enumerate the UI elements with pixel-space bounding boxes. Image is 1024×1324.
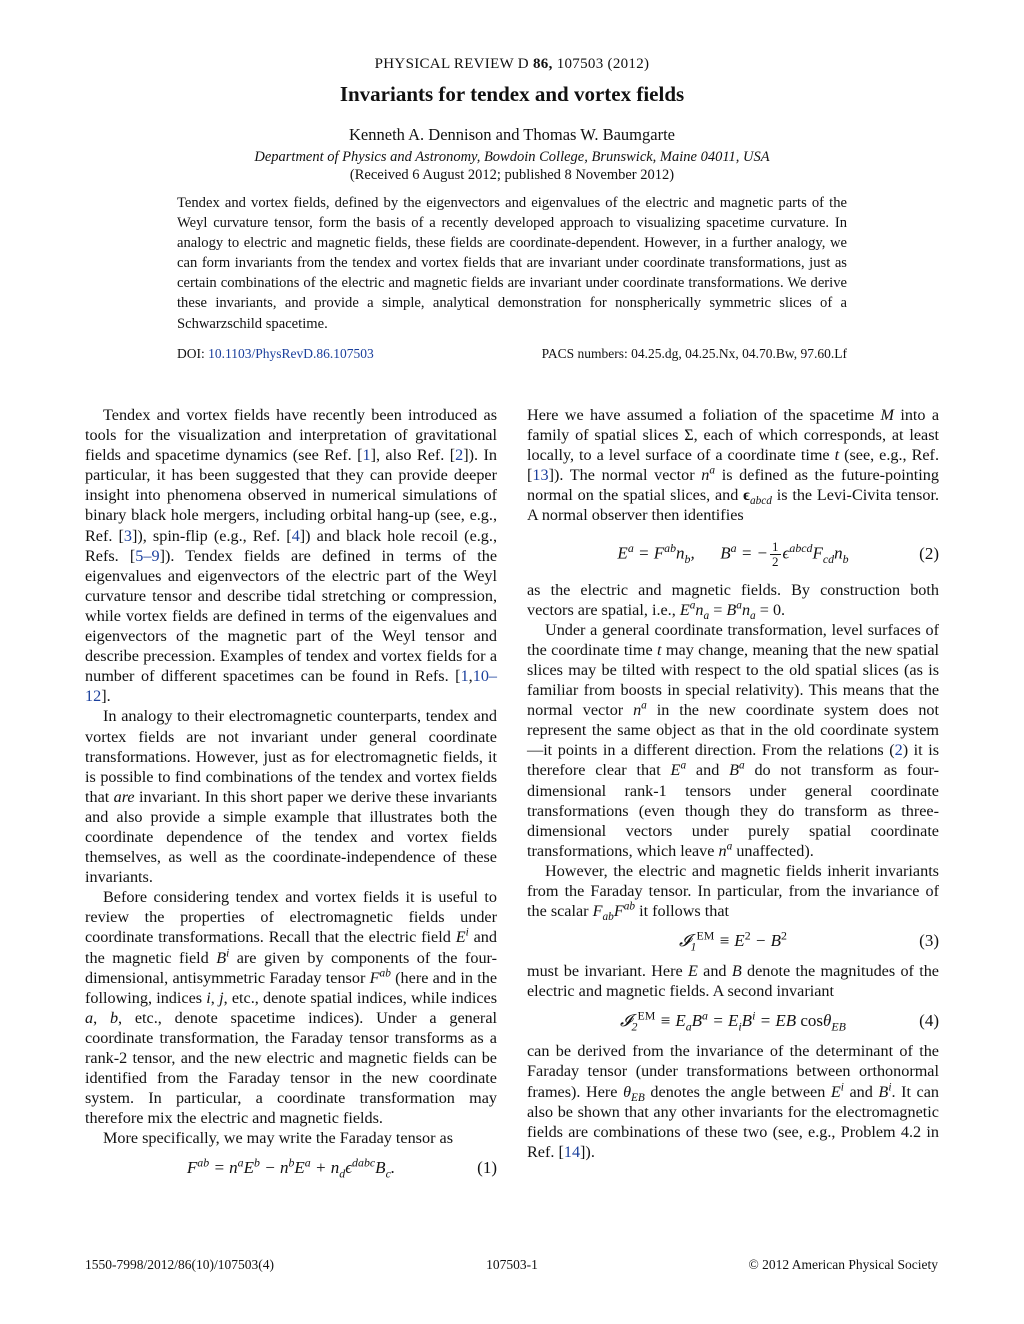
paragraph: However, the electric and magnetic fields inherit invariants from the Faraday tensor. In particular, from the invariance of the scalar $F_{ab}F^{ab}$ it follows that [527, 861, 939, 924]
paper-title: Invariants for tendex and vortex fields [339, 82, 685, 106]
paragraph: Here we have assumed a foliation of the spacetime M into a family of spatial slices Σ, each of which corresponds, at least locally, to a level surface of a coordinate time t (see, e.g., Ref. [13]). The normal vector $n^a$ is defined as the future-pointing normal on the spatial slices, and $\epsilon_{abcd}$ is the Levi-Civita tensor. A normal observer then identifies [527, 406, 940, 525]
doi-link[interactable]: 10.1103/PhysRevD.86.107503 [208, 346, 374, 361]
paragraph: can be derived from the invariance of the determinant of the Faraday tensor (under transformations between orthonormal frames). Here $\theta_{EB}$ denotes the angle between $E^i$ and $B^i$. It can also be shown that any other invariants for the electromagnetic fields are combinations of these two (see, e.g., Problem 4.2 in Ref. [14]). [527, 1042, 939, 1161]
journal-volume: 86, [532, 56, 553, 72]
equation-number: (1) [477, 1158, 497, 1178]
equation-1: $F^{ab} = n^aE^b - n^bE^a + n_d\epsilon^{dabc}B_c$. (1) [186, 1155, 497, 1181]
footer-page-number: 107503-1 [486, 1257, 538, 1272]
journal-header [0, 56, 1024, 73]
journal-page-year: 107503 (2012) [552, 56, 650, 72]
citation-link[interactable]: 14 [563, 1142, 581, 1161]
equation-4: 𝓘$_2^{EM}$ ≡ $E_aB^a = E_iB^i$ = EB cosθ$_{EB}$ (4) [620, 1008, 939, 1034]
citation-link[interactable]: 1 [460, 667, 469, 686]
received-dates: (Received 6 August 2012; published 8 November 2012) [349, 167, 675, 183]
citation-link[interactable]: 13 [532, 466, 549, 485]
footer-copyright: © 2012 American Physical Society [748, 1257, 938, 1272]
left-column [85, 405, 497, 1188]
equation-2: $E^a = F^{ab}n_b$, $B^a$ = − $\frac{1}{2}$ $\epsilon^{abcd}F_{cd}n_b$ (2) [617, 538, 939, 569]
right-column [527, 405, 939, 1162]
equation-number: (2) [919, 543, 939, 563]
citation-link[interactable]: 3 [123, 526, 132, 545]
equation-3: 𝓘$_1^{EM}$ ≡ $E^2 - B^2$ (3) [679, 928, 939, 954]
equation-number: (3) [919, 931, 939, 951]
pacs-numbers: PACS numbers: 04.25.dg, 04.25.Nx, 04.70.Bw, 97.60.Lf [541, 346, 847, 361]
journal-name: PHYSICAL REVIEW D [374, 56, 533, 72]
paragraph: In analogy to their electromagnetic counterparts, tendex and vortex fields are not invariant under general coordinate transformations. However, just as for electromagnetic fields, it is possible to find combinations of the tendex and vortex fields that are invariant. In this short paper we derive these invariants and also provide a simple example that illustrates both the coordinate dependence of the tendex and vortex fields themselves, as well as the coordinate-independence of these invariants. [85, 707, 497, 887]
equation-number: (4) [919, 1011, 939, 1031]
citation-link[interactable]: 1 [362, 446, 371, 465]
paragraph: More specifically, we may write the Faraday tensor as [103, 1129, 453, 1148]
citation-link[interactable]: 5–9 [135, 546, 160, 565]
doi-label: DOI: [177, 346, 209, 361]
citation-link[interactable]: 2 [455, 446, 464, 465]
doi-pacs-line [177, 346, 847, 362]
paragraph: Before considering tendex and vortex fields it is useful to review the properties of electromagnetic fields under coordinate transformations. Recall that the electric field $E^i$ and the magnetic field $B^i$ are given by components of the four-dimensional, antisymmetric Faraday tensor $F^{ab}$ (here and in the following, indices i, j, etc., denote spatial indices, while indices a, b, etc., denote spacetime indices). Under a general coordinate transformation, the Faraday tensor transforms as a rank-2 tensor, and the new electric and magnetic fields can be identified from the Faraday tensor in the new coordinate system. In particular, a coordinate transformation may therefore mix the electric and magnetic fields. [85, 888, 497, 1128]
paper-affiliation: Department of Physics and Astronomy, Bowdoin College, Brunswick, Maine 04011, USA [254, 149, 770, 165]
paragraph: as the electric and magnetic fields. By construction both vectors are spatial, i.e., $E^an_a = B^an_a = 0$. [527, 580, 939, 622]
footer-issn: 1550-7998/2012/86(10)/107503(4) [85, 1257, 274, 1272]
citation-link[interactable]: 4 [291, 526, 300, 545]
paragraph: Tendex and vortex fields have recently been introduced as tools for the visualization and interpretation of gravitational fields and spacetime dynamics (see Ref. [1], also Ref. [2]). In particular, it has been suggested that they can provide deeper insight into phenomena observed in numerical simulations of binary black hole mergers, including orbital hang-up (see, e.g., Ref. [3]), spin-flip (e.g., Ref. [4]) and black hole recoil (e.g., Refs. [5–9]). Tendex fields are defined in terms of the eigenvalues and eigenvectors of the electric part of the Weyl curvature tensor and describe tidal stretching or compression, while vortex fields are defined in terms of the eigenvalues and eigenvectors of the magnetic part of the Weyl tensor and describe precession. Examples of tendex and vortex fields for a number of different spacetimes can be found in Refs. [1,10–12]. [85, 406, 498, 706]
citation-link[interactable]: 10–12 [85, 667, 497, 706]
paragraph: Under a general coordinate transformation, level surfaces of the coordinate time t may change, meaning that the new spatial slices may be tilted with respect to the old spatial slices (as is familiar from boosts in special relativity). This means that the normal vector $n^a$ in the new coordinate system does not represent the same object as that in the old coordinate system—it points in a different direction. From the relations (2) it is therefore clear that $E^a$ and $B^a$ do not transform as four-dimensional rank-1 tensors under general coordinate transformations (even though they do transform as three-dimensional vectors under purely spatial coordinate transformations, which leave $n^a$ unaffected). [527, 620, 940, 860]
equation-link[interactable]: 2 [894, 741, 903, 760]
paper-authors: Kenneth A. Dennison and Thomas W. Baumgarte [349, 125, 675, 144]
paragraph: must be invariant. Here E and B denote the magnitudes of the electric and magnetic fields. A second invariant [527, 962, 939, 1001]
abstract: Tendex and vortex fields, defined by the eigenvectors and eigenvalues of the electric and magnetic parts of the Weyl curvature tensor, form the basis of a recently developed approach to visualizing spacetime curvature. In analogy to electric and magnetic fields, these fields are coordinate-dependent. However, in a further analogy, we can form invariants from the tendex and vortex fields that are invariant under coordinate transformations, just as certain combinations of the electric and magnetic fields are invariant under coordinate transformations. We derive these invariants, and provide a simple, analytical demonstration for nonspherically symmetric slices of a Schwarzschild spacetime. [177, 195, 847, 332]
